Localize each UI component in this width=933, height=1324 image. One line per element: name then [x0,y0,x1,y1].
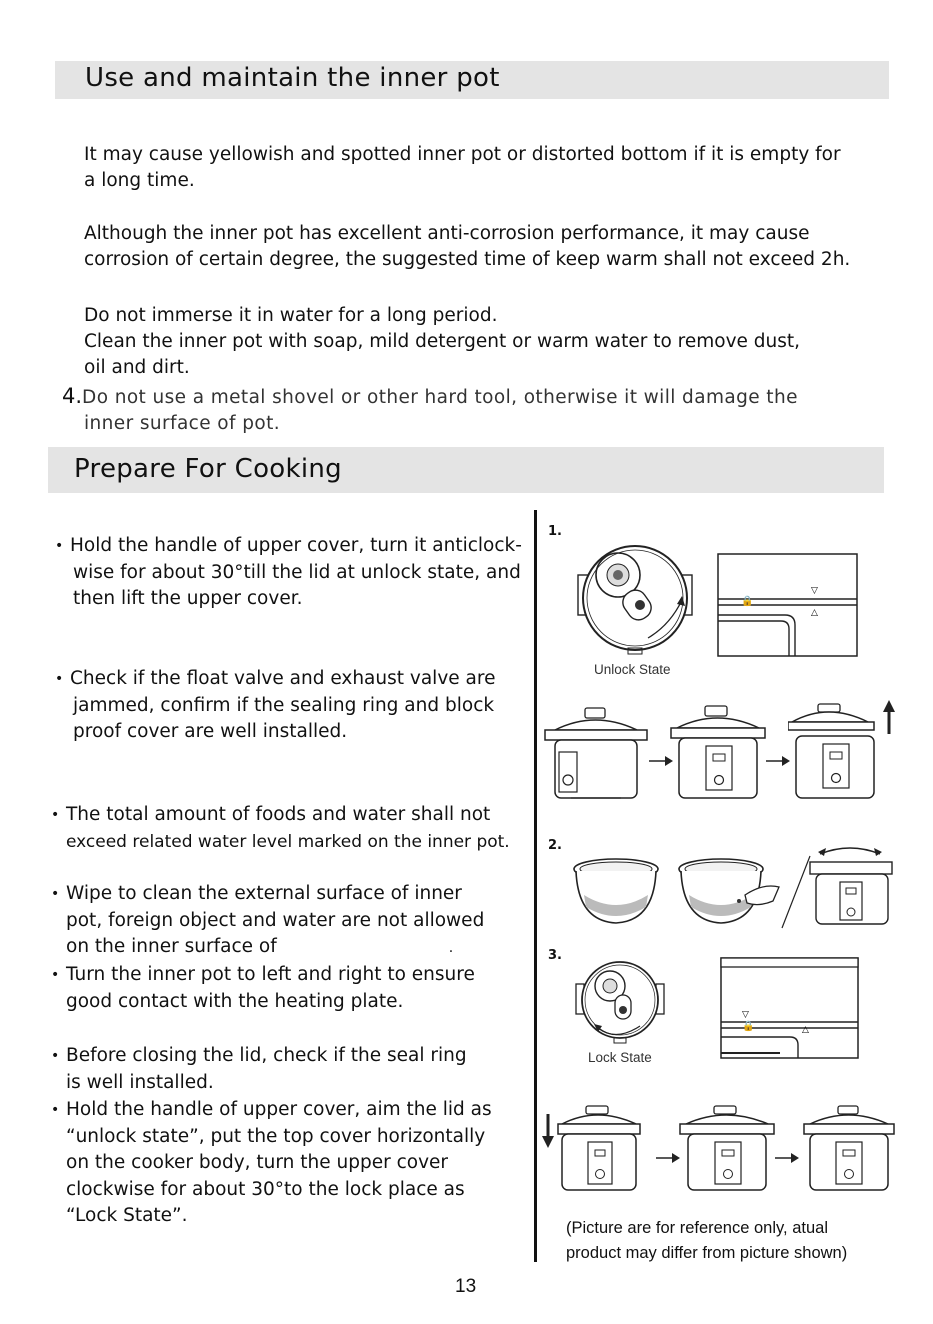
bullet-dot: • [51,1102,60,1118]
svg-text:▽: ▽ [811,586,818,596]
text-line: pot, foreign object and water are not allowed [66,909,485,931]
text-line: inner surface of pot. [84,413,281,434]
section-title: Prepare For Cooking [74,454,342,484]
text-line: jammed, confirm if the sealing ring and block [73,694,495,716]
text-line: The total amount of foods and water shall not [66,804,491,825]
text-line: exceed related water level marked on the inner pot. [66,831,510,852]
text-line: wise for about 30°till the lid at unlock state, and [73,561,521,583]
text-line: a long time. [84,170,195,191]
step-number: 2. [548,838,562,853]
section-title-banner [55,61,889,99]
bullet-dot: • [55,538,64,554]
bullet-close-lid [51,1097,492,1230]
unlock-side-detail-illustration [717,553,858,657]
text-line: “unlock state”, put the top cover horizontally [66,1125,486,1147]
text-line: or other hard tool, otherwise it will damage the [334,387,798,408]
step-number: 1. [548,524,562,539]
svg-text:▽: ▽ [742,1010,749,1020]
section-title: Use and maintain the inner pot [85,63,500,93]
bullet-check-valves [55,666,496,746]
svg-text:△: △ [802,1025,809,1035]
text-line: Clean the inner pot with soap, mild detergent or warm water to remove dust, [84,331,801,352]
bullet-turn-pot [51,962,475,1015]
text-line: (Picture are for reference only, atual [566,1219,828,1237]
svg-text:△: △ [811,608,818,618]
lock-side-detail-illustration [720,957,859,1059]
paragraph-metal-shovel [62,383,798,437]
page-number: 13 [455,1276,477,1297]
bullet-dot: • [51,1048,60,1064]
bullet-check-seal [51,1043,467,1096]
item-number: 4. [62,384,83,408]
text-line: Do not immerse it in water for a long period. [84,305,498,326]
text-line: on the inner surface of [66,936,277,957]
text-line: Check if the float valve and exhaust valve are [70,668,496,689]
cooker-locked-illustration [800,1104,900,1199]
picture-reference-note [566,1216,847,1266]
paragraph-corrosion [84,221,850,273]
text-line: is well installed. [66,1071,214,1093]
text-line: proof cover are well installed. [73,721,348,742]
text-line: Although the inner pot has excellent anti-corrosion performance, it may cause [84,223,810,244]
text-line: clockwise for about 30°to the lock place as [66,1178,465,1200]
cooker-lifting-lid-illustration [788,700,898,805]
text-line: Hold the handle of upper cover, turn it anticlock- [70,535,522,556]
paragraph-empty-pot [84,142,841,194]
cooker-turning-lid-illustration [669,700,769,805]
text-line: . [448,940,454,956]
bullet-dot: • [51,967,60,983]
wiping-pot-illustration [675,855,785,930]
inner-pot-illustration [570,855,662,930]
text-line: Hold the handle of upper cover, aim the lid as [66,1099,492,1120]
text-line: It may cause yellowish and spotted inner pot or distorted bottom if it is empty for [84,144,841,165]
svg-text:🔒: 🔒 [742,1021,755,1032]
lid-unlock-top-view-illustration [570,530,700,665]
column-divider [534,510,537,1262]
bullet-water-level [51,802,510,855]
bullet-dot: • [51,807,60,823]
svg-text:🔒: 🔒 [741,596,754,607]
bullet-dot: • [51,886,60,902]
paragraph-cleaning [84,303,800,381]
text-line: then lift the upper cover. [73,588,303,609]
text-line: on the cooker body, turn the upper cover [66,1152,449,1173]
text-line: oil and dirt. [84,357,190,378]
text-line: Before closing the lid, check if the seal ring [66,1045,467,1066]
cooker-placing-lid-illustration [540,1104,660,1199]
bullet-lift-cover [55,533,522,613]
text-line: “Lock State”. [66,1205,188,1226]
step-number: 3. [548,948,562,963]
section-title-banner [48,447,884,493]
arrow-right-icon [774,1152,800,1164]
bullet-wipe-pot [51,881,485,962]
bullet-dot: • [55,671,64,687]
text-line: Do not use a metal shovel [82,387,335,408]
unlock-state-caption: Unlock State [594,662,671,677]
text-line: corrosion of certain degree, the suggested time of keep warm shall not exceed 2h. [84,249,851,270]
text-line: Turn the inner pot to left and right to ensure [66,964,475,985]
text-line: Wipe to clean the external surface of inner [66,883,462,904]
place-inner-pot-illustration [780,838,895,930]
text-line: product may differ from picture shown) [566,1244,848,1262]
cooker-closed-illustration [541,700,651,805]
cooker-turning-lid-illustration [678,1104,778,1199]
lid-lock-top-view-illustration [570,950,670,1050]
text-line: good contact with the heating plate. [66,990,404,1012]
lock-state-caption: Lock State [588,1050,652,1065]
